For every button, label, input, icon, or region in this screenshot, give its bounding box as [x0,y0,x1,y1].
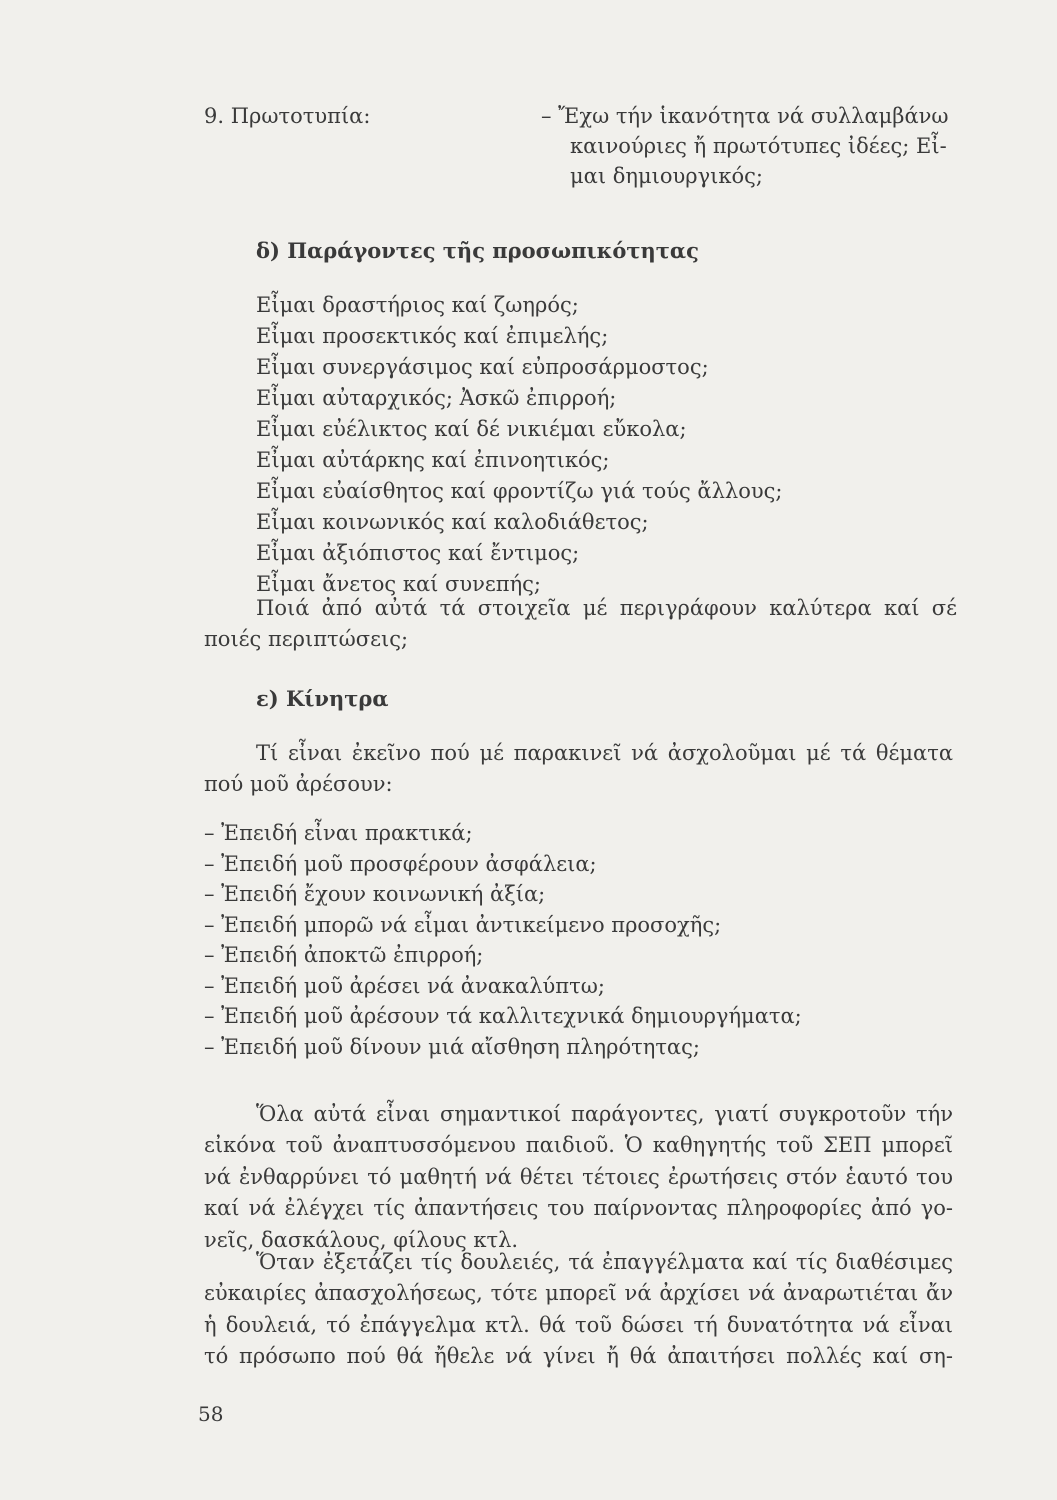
trait-question: Εἶμαι ἀξιόπιστος καί ἔντιμος; [256,541,580,565]
trait-question: Εἶμαι εὐαίσθητος καί φροντίζω γιά τούς ἄλλους; [256,479,783,503]
paragraph-line: εὐκαιρίες ἀπασχολήσεως, τότε μπορεῖ νά ἀρχίσει νά ἀναρωτιέται ἄν [204,1281,953,1306]
paragraph-line: νά ἐνθαρρύνει τό μαθητή νά θέτει τέτοιες ἐρωτήσεις στόν ἑαυτό του [204,1164,953,1189]
trait-question: Εἶμαι προσεκτικός καί ἐπιμελής; [256,324,609,348]
trait-question: Εἶμαι αὐτάρκης καί ἐπινοητικός; [256,448,610,472]
motive-item: – Ἐπειδή μοῦ προσφέρουν ἀσφάλεια; [204,852,597,876]
closing-paragraph-1 [204,1099,953,1256]
paragraph-line: καί νά ἐλέγχει τίς ἀπαντήσεις του παίρνοντας πληροφορίες ἀπό γο- [204,1196,953,1221]
section-d-heading: δ) Παράγοντες τῆς προσωπικότητας [256,238,699,263]
trait-question: Εἶμαι συνεργάσιμος καί εὐπροσάρμοστος; [256,355,709,379]
trait-question: Εἶμαι δραστήριος καί ζωηρός; [256,293,579,317]
trait-question: Εἶμαι κοινωνικός καί καλοδιάθετος; [256,510,649,534]
item-9-question-line: – Ἔχω τήν ἱκανότητα νά συλλαμβάνω [541,104,949,128]
closing-paragraph-2 [204,1247,953,1373]
section-d-question-line: Ποιά ἀπό αὐτά τά στοιχεῖα μέ περιγράφουν καλύτερα καί σέ [256,596,957,620]
item-9-question-line: καινούριες ἤ πρωτότυπες ἰδέες; Εἶ- [570,134,947,158]
motive-item: – Ἐπειδή εἶναι πρακτικά; [204,821,473,845]
motive-item: – Ἐπειδή μοῦ ἀρέσει νά ἀνακαλύπτω; [204,974,605,998]
paragraph-line: Ὅλα αὐτά εἶναι σημαντικοί παράγοντες, γιατί συγκροτοῦν τήν [256,1102,953,1126]
motive-item: – Ἐπειδή ἀποκτῶ ἐπιρροή; [204,943,484,967]
section-e-heading: ε) Κίνητρα [256,686,389,711]
trait-question: Εἶμαι αὐταρχικός; Ἀσκῶ ἐπιρροή; [256,386,617,410]
section-e-intro-line: πού μοῦ ἀρέσουν: [204,772,393,797]
paragraph-line: τό πρόσωπο πού θά ἤθελε νά γίνει ἤ θά ἀπαιτήσει πολλές καί ση- [204,1344,953,1369]
paragraph-line: νεῖς, δασκάλους, φίλους κτλ. [204,1227,519,1252]
motive-item: – Ἐπειδή μοῦ δίνουν μιά αἴσθηση πληρότητας; [204,1035,700,1059]
item-9-question-line: μαι δημιουργικός; [570,164,763,188]
item-9-label: 9. Πρωτοτυπία: [204,104,371,128]
section-e-intro-line: Τί εἶναι ἐκεῖνο πού μέ παρακινεῖ νά ἀσχολοῦμαι μέ τά θέματα [256,741,953,765]
page-number: 58 [198,1402,224,1426]
motive-item: – Ἐπειδή μπορῶ νά εἶμαι ἀντικείμενο προσοχῆς; [204,913,722,937]
section-e-intro [204,738,953,801]
motive-item: – Ἐπειδή ἔχουν κοινωνική ἀξία; [204,882,546,906]
paragraph-line: Ὅταν ἐξετάζει τίς δουλειές, τά ἐπαγγέλματα καί τίς διαθέσιμες [256,1250,953,1274]
paragraph-line: ἡ δουλειά, τό ἐπάγγελμα κτλ. θά τοῦ δώσει τή δυνατότητα νά εἶναι [204,1312,953,1337]
section-d-question-line: ποιές περιπτώσεις; [204,627,409,652]
section-d-question [204,593,957,656]
trait-question: Εἶμαι εὐέλικτος καί δέ νικιέμαι εὔκολα; [256,417,687,441]
paragraph-line: εἰκόνα τοῦ ἀναπτυσσόμενου παιδιοῦ. Ὁ καθηγητής τοῦ ΣΕΠ μπορεῖ [204,1133,953,1158]
motive-item: – Ἐπειδή μοῦ ἀρέσουν τά καλλιτεχνικά δημιουργήματα; [204,1004,802,1028]
trait-question: Εἶμαι ἄνετος καί συνεπής; [256,572,542,596]
